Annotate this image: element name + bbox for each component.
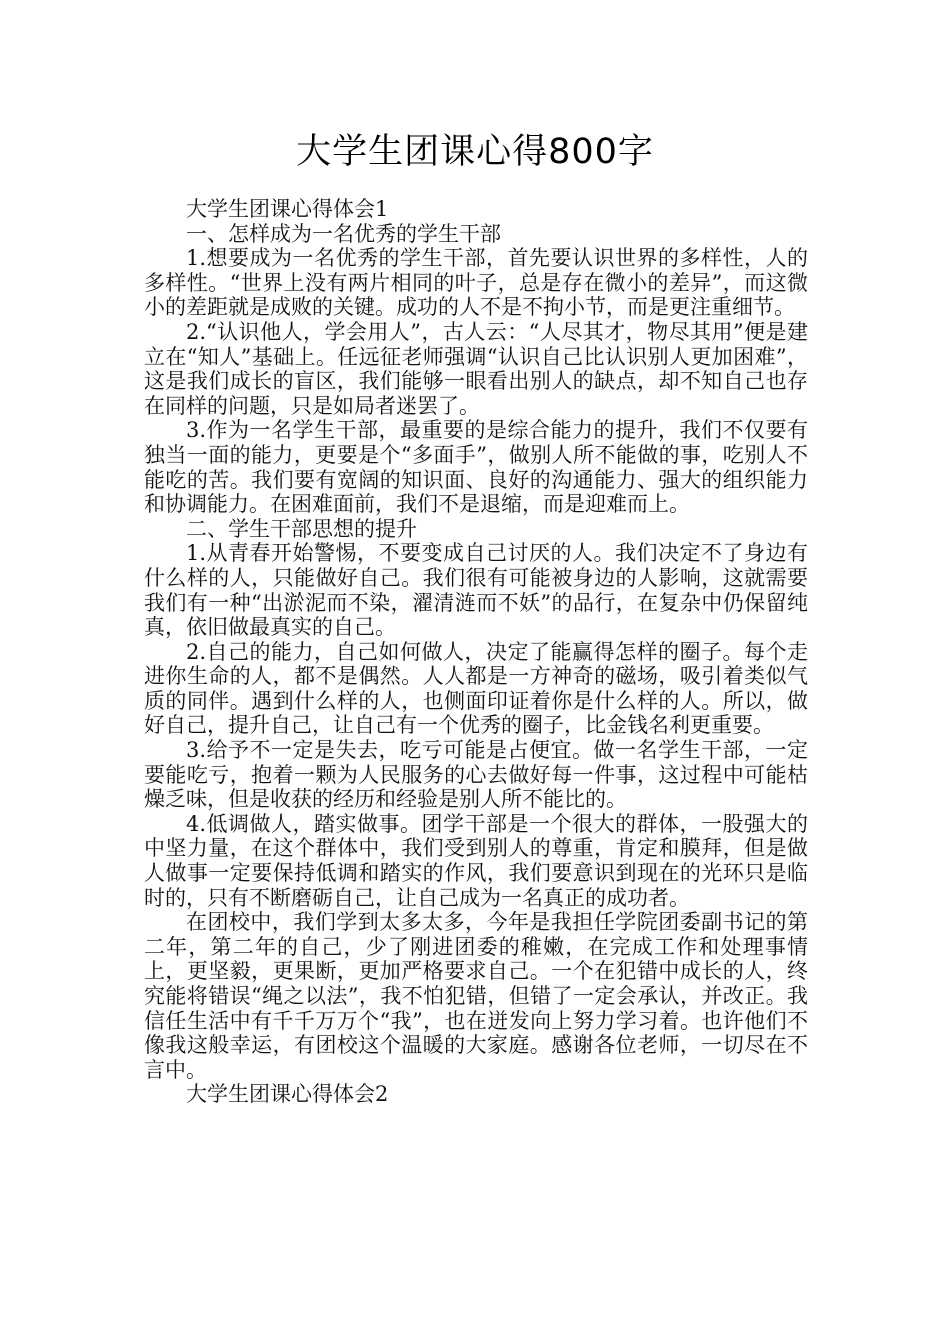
- paragraph: 3.给予不一定是失去，吃亏可能是占便宜。做一名学生干部，一定要能吃亏，抱着一颗为人民服务的心去做好每一件事，这过程中可能枯燥乏味，但是收获的经历和经验是别人所不能比的。: [144, 738, 808, 812]
- paragraph: 1.从青春开始警惕，不要变成自己讨厌的人。我们决定不了身边有什么样的人，只能做好自己。我们很有可能被身边的人影响，这就需要我们有一种“出淤泥而不染，濯清涟而不妖”的品行，在复杂中仍保留纯真，依旧做最真实的自己。: [144, 541, 808, 640]
- paragraph: 3.作为一名学生干部，最重要的是综合能力的提升，我们不仅要有独当一面的能力，更要是个“多面手”，做别人所不能做的事，吃别人不能吃的苦。我们要有宽阔的知识面、良好的沟通能力、强大的组织能力和协调能力。在困难面前，我们不是退缩，而是迎难而上。: [144, 418, 808, 517]
- document-body: [144, 197, 808, 1107]
- paragraph: 1.想要成为一名优秀的学生干部，首先要认识世界的多样性，人的多样性。“世界上没有两片相同的叶子，总是存在微小的差异”，而这微小的差距就是成败的关键。成功的人不是不拘小节，而是更注重细节。: [144, 246, 808, 320]
- paragraph: 2.“认识他人，学会用人”，古人云：“人尽其才，物尽其用”便是建立在“知人”基础上。任远征老师强调“认识自己比认识别人更加困难”，这是我们成长的盲区，我们能够一眼看出别人的缺点，却不知自己也存在同样的问题，只是如局者迷罢了。: [144, 319, 808, 418]
- section-heading: 大学生团课心得体会1: [186, 197, 389, 221]
- paragraph: 在团校中，我们学到太多太多，今年是我担任学院团委副书记的第二年，第二年的自己，少了刚进团委的稚嫩，在完成工作和处理事情上，更坚毅，更果断，更加严格要求自己。一个在犯错中成长的人，终究能将错误“绳之以法”，我不怕犯错，但错了一定会承认，并改正。我信任生活中有千千万万个“我”，也在迸发向上努力学习着。也许他们不像我这般幸运，有团校这个温暖的大家庭。感谢各位老师，一切尽在不言中。: [144, 910, 808, 1082]
- sub-heading: 二、学生干部思想的提升: [186, 516, 417, 541]
- paragraph: 2.自己的能力，自己如何做人，决定了能赢得怎样的圈子。每个走进你生命的人，都不是偶然。人人都是一方神奇的磁场，吸引着类似气质的同伴。遇到什么样的人，也侧面印证着你是什么样的人。所以，做好自己，提升自己，让自己有一个优秀的圈子，比金钱名利更重要。: [144, 639, 808, 738]
- sub-heading: 一、怎样成为一名优秀的学生干部: [186, 221, 501, 246]
- section-heading: 大学生团课心得体会2: [186, 1082, 389, 1107]
- document-title: 大学生团课心得800字: [296, 132, 654, 172]
- paragraph: 4.低调做人，踏实做事。团学干部是一个很大的群体，一股强大的中坚力量，在这个群体中，我们受到别人的尊重，肯定和膜拜，但是做人做事一定要保持低调和踏实的作风，我们要意识到现在的光环只是临时的，只有不断磨砺自己，让自己成为一名真正的成功者。: [144, 811, 808, 910]
